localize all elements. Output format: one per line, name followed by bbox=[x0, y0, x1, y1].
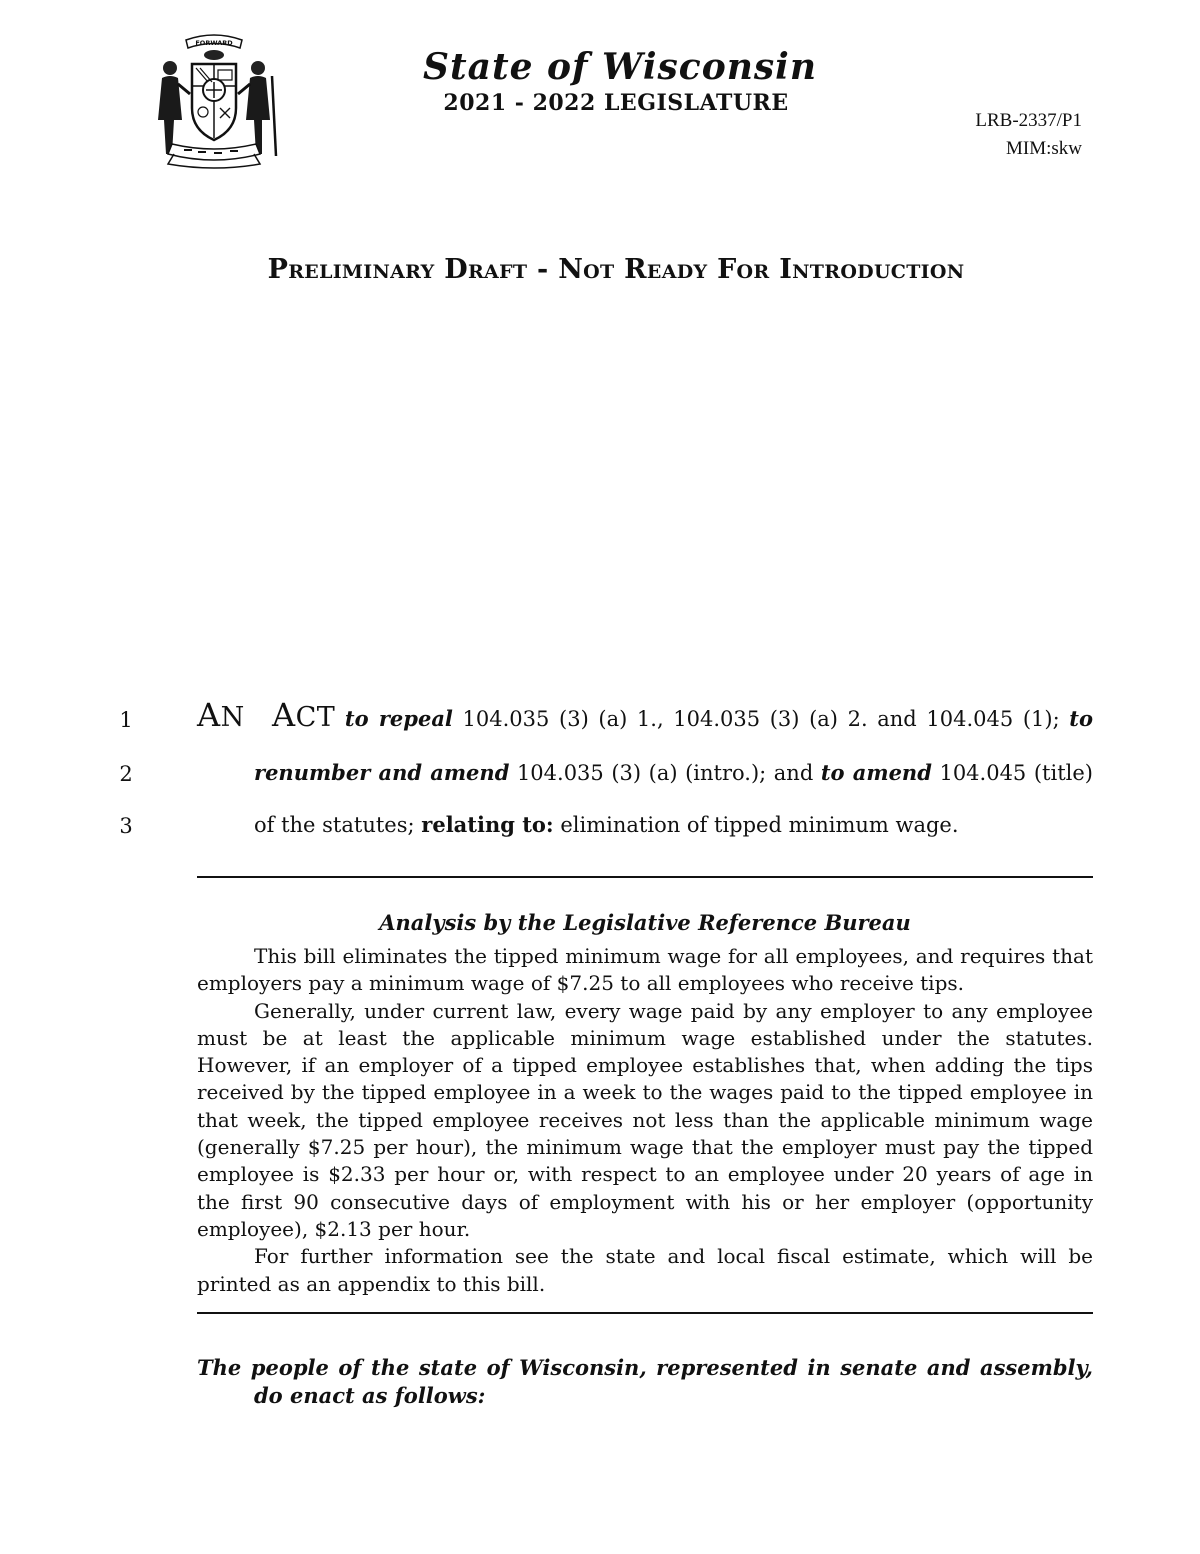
renumber-text: 104.035 (3) (a) (intro.); and bbox=[516, 761, 814, 785]
renumber-label: renumber and amend bbox=[254, 760, 510, 785]
act-line-3 bbox=[254, 812, 959, 837]
analysis-heading: Analysis by the Legislative Reference Bureau bbox=[379, 910, 911, 935]
drafting-number: LRB-2337/P1 bbox=[975, 110, 1082, 131]
to-label: to bbox=[1069, 706, 1093, 731]
analysis-body bbox=[197, 943, 1093, 1298]
divider-bottom bbox=[197, 1312, 1093, 1314]
legislature-session: 2021 - 2022 LEGISLATURE bbox=[443, 90, 789, 116]
repeal-text: 104.035 (3) (a) 1., 104.035 (3) (a) 2. and 104.045 (1); bbox=[462, 707, 1060, 731]
act-line-1 bbox=[197, 696, 1093, 734]
analysis-paragraph: Generally, under current law, every wage paid by any employer to any employee must be at least the applicable minimum wage established under the statutes. However, if an employer of a tipped employee establishes that, when adding the tips received by the tipped employee in a week to the wages paid to the tipped employee in that week, the tipped employee receives not less than the applicable minimum wage (generally $7.25 per hour), the minimum wage that the employer must pay the tipped employee is $2.33 per hour or, with respect to an employee under 20 years of age in the first 90 consecutive days of employment with his or her employer (opportunity employee), $2.13 per hour. bbox=[197, 998, 1093, 1241]
enacting-clause: The people of the state of Wisconsin, represented in senate and assembly, do enact as follows: bbox=[197, 1355, 1093, 1408]
drafter-code: MIM:skw bbox=[1005, 138, 1082, 159]
seal-motto: FORWARD bbox=[195, 39, 233, 47]
amend-text: 104.045 (title) bbox=[939, 761, 1093, 785]
divider-top bbox=[197, 876, 1093, 878]
state-title: State of Wisconsin bbox=[422, 46, 817, 88]
repeal-label: to repeal bbox=[344, 706, 453, 731]
line-number: 3 bbox=[119, 814, 133, 838]
relating-label: relating to: bbox=[421, 812, 554, 837]
relating-text: elimination of tipped minimum wage. bbox=[560, 813, 959, 837]
amend-label: to amend bbox=[820, 760, 932, 785]
analysis-paragraph: This bill eliminates the tipped minimum wage for all employees, and requires that employers pay a minimum wage of $7.25 to all employees who receive tips. bbox=[197, 944, 1093, 996]
analysis-paragraph: For further information see the state and local fiscal estimate, which will be printed as an appendix to this bill. bbox=[197, 1244, 1093, 1296]
act-line-2 bbox=[254, 760, 1093, 785]
line-number: 1 bbox=[119, 708, 133, 732]
an-act-heading: AN ACT bbox=[197, 696, 336, 734]
line-number: 2 bbox=[119, 762, 133, 786]
draft-notice: Preliminary Draft - Not Ready For Introduction bbox=[267, 254, 965, 285]
statutes-text: of the statutes; bbox=[254, 813, 415, 837]
